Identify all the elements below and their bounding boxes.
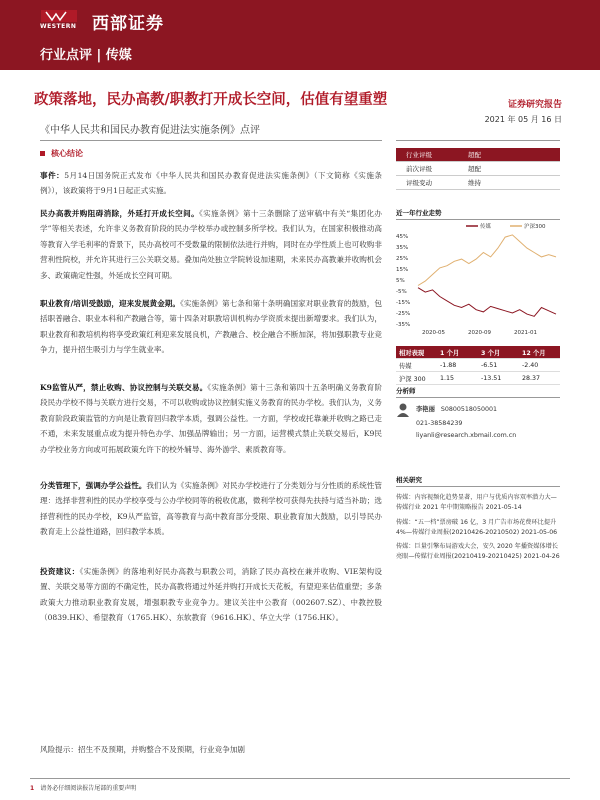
performance-table xyxy=(396,346,560,385)
bullet-icon xyxy=(40,151,45,156)
rating-row: 评级变动 维持 xyxy=(396,176,560,190)
series-line xyxy=(418,288,556,317)
y-tick-label: 25% xyxy=(396,256,409,262)
related-item[interactable]: 传媒：“五一档”票房破 16 亿，3 月广告市场花费环比提升 4%—传媒行业周报(20210426-20210502) 2021-05-06 xyxy=(396,518,558,536)
x-tick-label: 2020-05 xyxy=(422,330,445,336)
related-item[interactable]: 传媒：内容视频化趋势显著，用户与优质内容双率潜力大—传媒行业 2021 年中期策略报告 2021-05-14 xyxy=(396,494,557,512)
analyst-name: 李艳丽 xyxy=(416,406,435,413)
analyst-email[interactable]: liyanli@research.xbmail.com.cn xyxy=(416,432,517,439)
report-subtitle: 《中华人民共和国民办教育促进法实施条例》点评 xyxy=(40,125,260,136)
logo-text: WESTERN xyxy=(40,23,77,30)
footer xyxy=(30,783,136,792)
analyst-name-row xyxy=(396,402,560,418)
analyst-cert: S0800518050001 xyxy=(440,406,497,413)
divider xyxy=(40,140,382,141)
chart-section xyxy=(396,208,560,338)
body-paragraph: 事件：5月14日国务院正式发布《中华人民共和国民办教育促进法实施条例》（下文简称《实施条例》），该政策将于9月1日起正式实施。 xyxy=(40,171,382,196)
person-icon xyxy=(396,402,410,418)
x-tick-label: 2021-01 xyxy=(514,330,537,336)
related-item[interactable]: 传媒：巨量引擎布局游戏大会，安久 2020 年播资媒体增长亮眼—传媒行业周报(20210419-20210425) 2021-04-26 xyxy=(396,543,560,561)
y-tick-label: -25% xyxy=(396,311,411,317)
x-tick-label: 2020-09 xyxy=(468,330,491,336)
related-research xyxy=(396,475,560,563)
legend-label: 沪深300 xyxy=(524,224,546,230)
y-tick-label: -35% xyxy=(396,322,411,328)
core-conclusion-heading: 核心结论 xyxy=(40,148,83,159)
perf-row: 沪深 300 1.15 -13.51 28.37 xyxy=(396,372,560,385)
related-heading: 相关研究 xyxy=(396,475,560,487)
y-tick-label: -5% xyxy=(396,289,407,295)
y-tick-label: 5% xyxy=(396,278,405,284)
analyst-heading: 分析师 xyxy=(396,386,560,398)
y-tick-label: -15% xyxy=(396,300,411,306)
risk-warning: 风险提示：招生不及预期，并购整合不及预期，行业竞争加剧 xyxy=(40,745,246,754)
perf-header-row: 相对表现 1 个月 3 个月 12 个月 xyxy=(396,346,560,359)
body-paragraph: 投资建议：《实施条例》的落地利好民办高教与职教公司，消除了民办高校在兼并收购、VIE架构设置、关联交易等方面的不确定性，民办高教将通过外延并购打开成长天花板，有望迎来估值重塑；多条政策大力推动职业教育发展，增强职教专业竞争力。建议关注中公教育（002607.SZ）、中教控股（0839.HK）、希望教育（1765.HK）、东软教育（9616.HK）、华立大学（1756.HK）。 xyxy=(40,567,382,623)
analyst-section xyxy=(396,386,560,442)
report-type: 证券研究报告 xyxy=(507,100,562,110)
report-header xyxy=(0,0,600,70)
chart-title: 近一年行业走势 xyxy=(396,208,560,220)
report-category: 行业点评 | 传媒 xyxy=(40,48,132,63)
perf-row: 传媒 -1.88 -6.51 -2.40 xyxy=(396,359,560,372)
body-paragraph: 分类管理下，强调办学公益性。我们认为《实施条例》对民办学校进行了分类划分与分性质的系统性管理：选择非营利性的民办学校享受与公办学校同等的税收优惠，微利学校可获得先扶持与适当补助；选择营利性的民办学校，K9从严监管，高等教育与高中教育部分受限、职业教育加大鼓励，以引导民办教育走上公益性道路，回归教学本质。 xyxy=(40,481,383,537)
y-tick-label: 35% xyxy=(396,245,409,251)
legend-label: 传媒 xyxy=(480,224,492,230)
body-paragraph: 民办高教并购阻碍消除，外延打开成长空间。《实施条例》第十三条删除了送审稿中有关“集团化办学”等相关表述，允许非义务教育阶段的民办学校举办或控制多所学校。我们认为，在国家积极推动高等教育入学毛利率的背景下，民办高校可不受数量的限制依法进行并购，同时在办学性质上也可收购非营利性院校，并允许其进行三公关联交易。叠加尚处独立学院转设加速期，未来民办高教兼并收购机会多、政策确定性强，外延成长空间可期。 xyxy=(40,209,382,280)
y-tick-label: 15% xyxy=(396,267,409,273)
report-date: 2021 年 05 月 16 日 xyxy=(484,115,562,124)
page-number: 1 xyxy=(30,785,35,792)
footer-divider xyxy=(30,778,570,779)
rating-row: 前次评级 超配 xyxy=(396,162,560,176)
report-title: 政策落地，民办高教/职教打开成长空间，估值有望重塑 xyxy=(34,91,388,108)
rating-table xyxy=(396,148,560,190)
footer-disclaimer: 请务必仔细阅读报告尾部的重要声明 xyxy=(40,785,137,792)
divider xyxy=(396,140,560,141)
series-line xyxy=(418,235,556,286)
industry-trend-chart xyxy=(396,220,560,336)
body-paragraph: 职业教育/培训受鼓励，迎来发展黄金期。《实施条例》第七条和第十条明确国家对职业教育的鼓励，包括职普融合、职业本科和产教融合等，第十四条对职教培训机构办学资质未提出新增要求。我们认为，职业教育和教培机构将享受政策红利迎来发展良机，产教融合、校企融合不断加深，将加强职教专业竞争力，提升招生吸引力与学生就业率。 xyxy=(40,299,382,355)
body-paragraph: K9监管从严，禁止收购、协议控制与关联交易。《实施条例》第十三条和第四十五条明确义务教育阶段民办学校不得与关联方进行交易，不可以收购或协议控制实施义务教育的民办学校。我们认为，义务教育阶段政策监管的方向是让教育回归教学本质，强调公益性。一方面，学校或托靠兼并收购之路已走不通，未来发展重点或为提升特色办学、加强品牌输出；另一方面，运营模式禁止关联交易后，K9民办学校业务方向或可拓展政策允许下的校外辅导、海外游学、素质教育等。 xyxy=(40,383,382,454)
brand-name: 西部证券 xyxy=(92,14,164,34)
analyst-phone: 021-38584239 xyxy=(416,420,463,427)
rating-row: 行业评级 超配 xyxy=(396,148,560,162)
y-tick-label: 45% xyxy=(396,234,409,240)
